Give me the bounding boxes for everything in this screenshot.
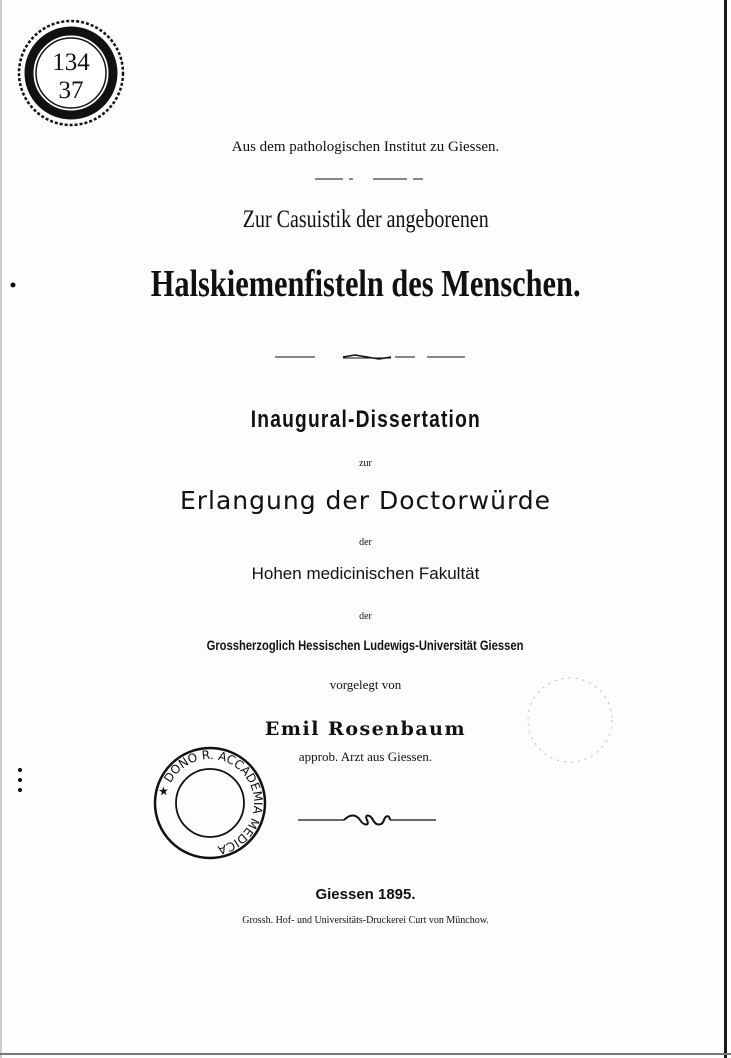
author-credential: approb. Arzt aus Giessen. <box>298 749 433 764</box>
margin-mark-2 <box>14 765 26 795</box>
academy-stamp-textpath: ★ DONO R. ACCADEMIA MEDICA <box>155 747 266 858</box>
page-bottom-edge <box>0 1053 731 1055</box>
title-line-1 <box>0 206 731 234</box>
dissertation-label-text: Inaugural-Dissertation <box>250 406 481 433</box>
academy-stamp <box>150 743 270 863</box>
connector-der-1: der <box>359 537 372 548</box>
divider-flourish <box>298 811 436 829</box>
university-line-text: Grossherzoglich Hessischen Ludewigs-Universität Giessen <box>207 637 524 653</box>
dissertation-label <box>0 406 731 434</box>
title-line-2 <box>0 262 731 306</box>
faint-stamp-residue <box>520 670 620 770</box>
connector-der-2: der <box>359 611 372 622</box>
divider-ornament-middle <box>275 352 465 362</box>
author-name: Emil Rosenbaum <box>264 718 467 740</box>
divider-dashes-top <box>315 176 427 182</box>
title-line-1-text: Zur Casuistik der angeborenen <box>242 206 489 233</box>
submitted-by: vorgelegt von <box>329 677 402 692</box>
institute-line: Aus dem pathologischen Institut zu Giessen. <box>231 139 500 155</box>
stamp-number-top: 134 <box>52 49 90 76</box>
library-stamp <box>13 15 129 131</box>
faculty-line: Hohen medicinischen Fakultät <box>251 564 480 583</box>
printer-line: Grossh. Hof- und Universitäts-Druckerei Curt von Münchow. <box>242 915 489 926</box>
place-year: Giessen 1895. <box>315 886 416 903</box>
margin-mark-1 <box>8 280 18 290</box>
title-line-2-text: Halskiemenfisteln des Menschen. <box>150 263 581 305</box>
stamp-number-bottom: 37 <box>58 77 84 104</box>
university-line <box>0 637 731 653</box>
connector-zur: zur <box>359 458 372 469</box>
purpose-line: Erlangung der Doctorwürde <box>179 486 552 515</box>
